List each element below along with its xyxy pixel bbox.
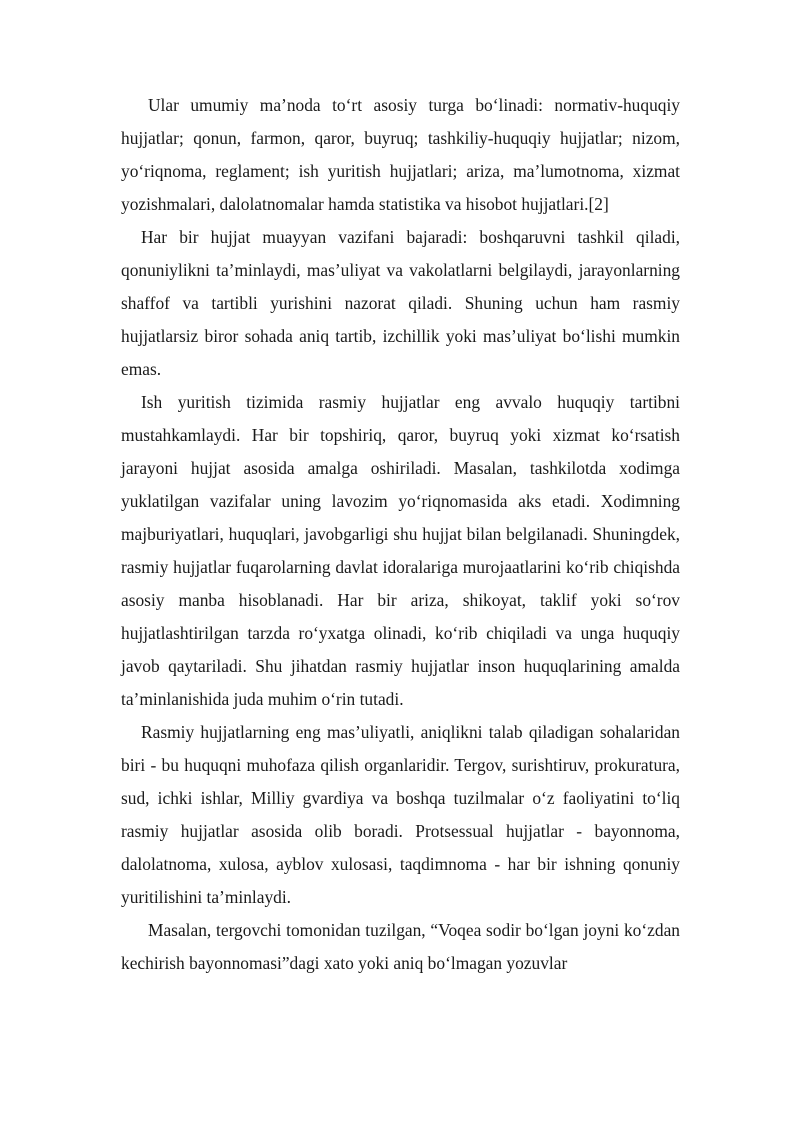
paragraph-law-enforcement: Rasmiy hujjatlarning eng mas’uliyatli, aniqlikni talab qiladigan sohalaridan biri - bu huquqni muhofaza qilish organlaridir. Tergov, surishtiruv, prokuratura, sud, ichki ishlar, Milliy gvardiya va boshqa tuzilmalar o‘z faoliyatini to‘liq rasmiy hujjatlar asosida olib boradi. Protsessual hujjatlar - bayonnoma, dalolatnoma, xulosa, ayblov xulosasi, taqdimnoma - har bir ishning qonuniy yuritilishini ta’minlaydi.: [121, 722, 680, 907]
paragraph-example: Masalan, tergovchi tomonidan tuzilgan, “Voqea sodir bo‘lgan joyni ko‘zdan kechirish bayonnomasi”dagi xato yoki aniq bo‘lmagan yozuvlar: [121, 920, 680, 973]
paragraph-document-functions: Har bir hujjat muayyan vazifani bajaradi: boshqaruvni tashkil qiladi, qonuniylikni ta’minlaydi, mas’uliyat va vakolatlarni belgilaydi, jarayonlarning shaffof va tartibli yurishini nazorat qiladi. Shuning uchun ham rasmiy hujjatlarsiz biror sohada aniq tartib, izchillik yoki mas’uliyat bo‘lishi mumkin emas.: [121, 227, 680, 379]
paragraph-records-management: Ish yuritish tizimida rasmiy hujjatlar eng avvalo huquqiy tartibni mustahkamlaydi. Har bir topshiriq, qaror, buyruq yoki xizmat ko‘rsatish jarayoni hujjat asosida amalga oshiriladi. Masalan, tashkilotda xodimga yuklatilgan vazifalar uning lavozim yo‘riqnomasida aks etadi. Xodimning majburiyatlari, huquqlari, javobgarligi shu hujjat bilan belgilanadi. Shuningdek, rasmiy hujjatlar fuqarolarning davlat idoralariga murojaatlarini ko‘rib chiqishda asosiy manba hisoblanadi. Har bir ariza, shikoyat, taklif yoki so‘rov hujjatlashtirilgan tarzda ro‘yxatga olinadi, ko‘rib chiqiladi va unga huquqiy javob qaytariladi. Shu jihatdan rasmiy hujjatlar inson huquqlarining amalda ta’minlanishida juda muhim o‘rin tutadi.: [121, 392, 680, 709]
paragraph-document-types: Ular umumiy ma’noda to‘rt asosiy turga bo‘linadi: normativ-huquqiy hujjatlar; qonun, farmon, qaror, buyruq; tashkiliy-huquqiy hujjatlar; nizom, yo‘riqnoma, reglament; ish yuritish hujjatlari; ariza, ma’lumotnoma, xizmat yozishmalari, dalolatnomalar hamda statistika va hisobot hujjatlari.[2]: [121, 95, 680, 214]
document-page: [121, 89, 680, 980]
